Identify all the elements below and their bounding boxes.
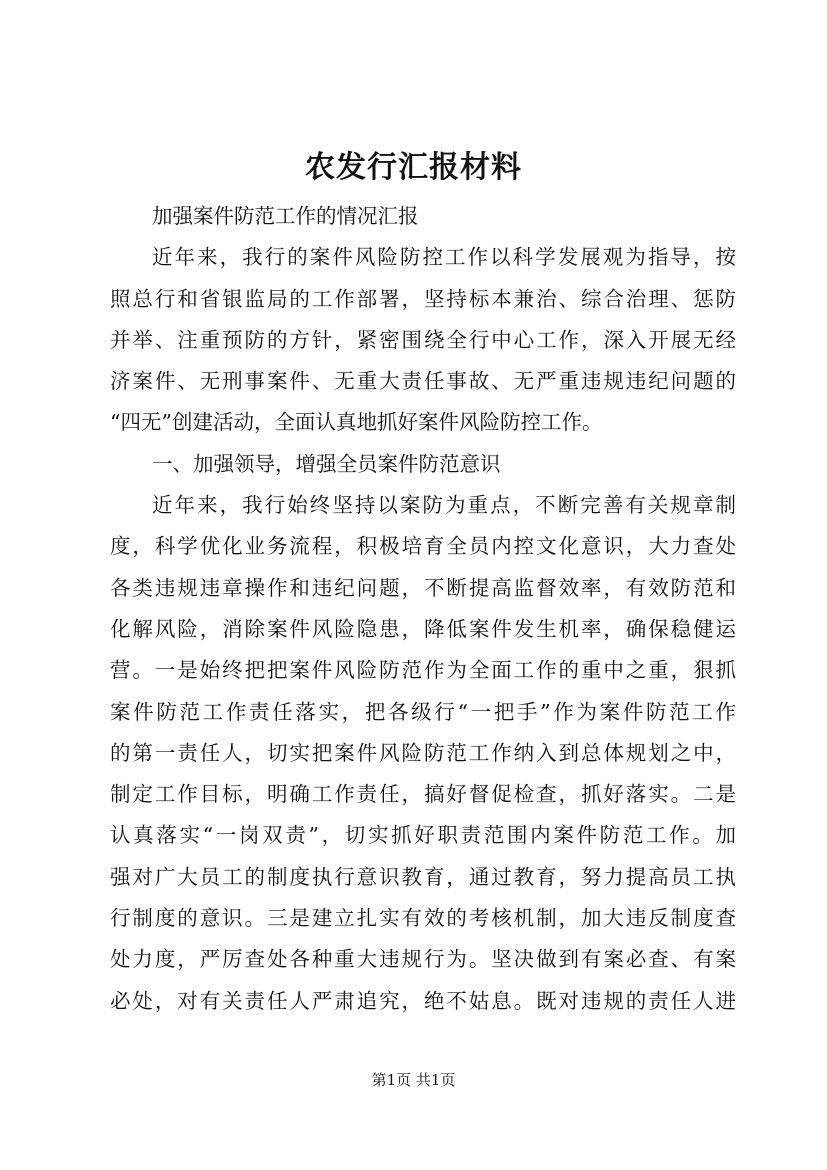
text-line: 强对广大员工的制度执行意识教育，通过教育，努力提高员工执 xyxy=(110,864,736,889)
text-line: 一、加强领导，增强全员案件防范意识 xyxy=(152,451,501,476)
text-line: 化解风险，消除案件风险隐患，降低案件发生机率，确保稳健运 xyxy=(110,616,736,641)
text-line: 各类违规违章操作和违纪问题，不断提高监督效率，有效防范和 xyxy=(110,575,736,600)
page-footer: 第1页 共1页 xyxy=(371,1071,456,1089)
text-line: 的第一责任人，切实把案件风险防范工作纳入到总体规划之中， xyxy=(110,740,736,765)
text-line: 并举、注重预防的方针，紧密围绕全行中心工作，深入开展无经 xyxy=(110,327,736,352)
text-line: 行制度的意识。三是建立扎实有效的考核机制，加大违反制度查 xyxy=(110,906,736,931)
text-line: 近年来，我行的案件风险防控工作以科学发展观为指导，按 xyxy=(152,245,736,270)
text-line: 加强案件防范工作的情况汇报 xyxy=(152,204,419,228)
text-line: 制定工作目标，明确工作责任，搞好督促检查，抓好落实。二是 xyxy=(110,782,736,807)
document-body xyxy=(110,196,736,1022)
text-line: 认真落实“一岗双责”，切实抓好职责范围内案件防范工作。加 xyxy=(110,823,736,848)
text-line: 案件防范工作责任落实，把各级行“一把手”作为案件防范工作 xyxy=(110,699,736,724)
text-line: 营。一是始终把把案件风险防范作为全面工作的重中之重，狠抓 xyxy=(110,658,736,683)
text-line: “四无”创建活动，全面认真地抓好案件风险防控工作。 xyxy=(110,410,603,435)
text-line: 处力度，严厉查处各种重大违规行为。坚决做到有案必查、有案 xyxy=(110,947,736,972)
text-line: 近年来，我行始终坚持以案防为重点，不断完善有关规章制 xyxy=(152,493,736,518)
text-line: 济案件、无刑事案件、无重大责任事故、无严重违规违纪问题的 xyxy=(110,369,736,394)
text-line: 度，科学优化业务流程，积极培育全员内控文化意识，大力查处 xyxy=(110,534,736,559)
text-line: 必处，对有关责任人严肃追究，绝不姑息。既对违规的责任人进 xyxy=(110,988,736,1013)
document-title: 农发行汇报材料 xyxy=(305,150,522,185)
text-line: 照总行和省银监局的工作部署，坚持标本兼治、综合治理、惩防 xyxy=(110,286,736,311)
